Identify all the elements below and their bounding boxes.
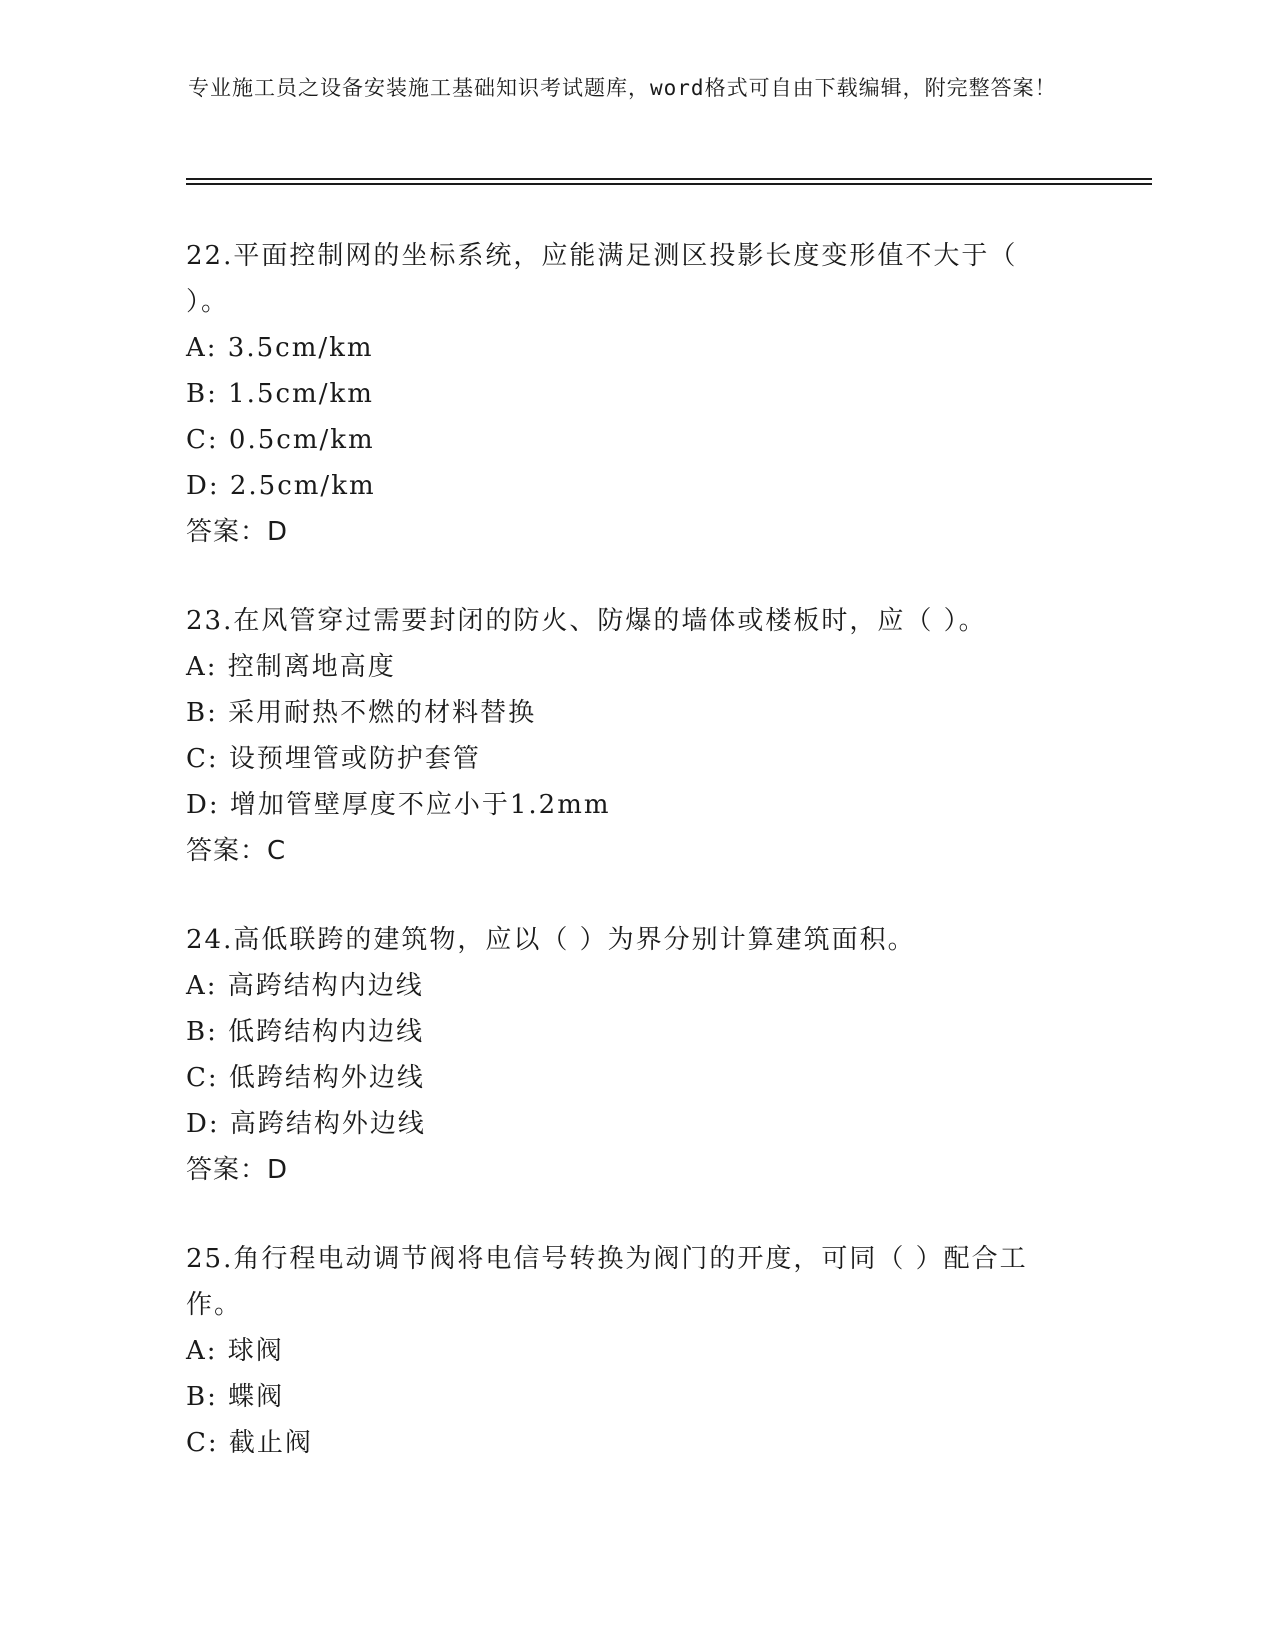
option-c: C: 0.5cm/km [186,425,375,455]
question-stem: 22.平面控制网的坐标系统，应能满足测区投影长度变形值不大于（ ）。 [186,241,1018,317]
option-b: B: 1.5cm/km [186,379,374,409]
answer-line: 答案：D [186,1155,289,1185]
option-c: C: 截止阀 [186,1428,313,1458]
option-c: C: 设预埋管或防护套管 [186,744,481,774]
option-d: D: 2.5cm/km [186,471,376,501]
answer-line: 答案：D [186,517,289,547]
answer-line: 答案：C [186,836,287,866]
option-a: A: 3.5cm/km [186,333,374,363]
question-23 [186,598,1066,874]
option-a: A: 高跨结构内边线 [186,971,424,1001]
option-a: A: 球阀 [186,1336,284,1366]
option-d: D: 增加管壁厚度不应小于1.2mm [186,790,611,820]
question-24 [186,917,1066,1193]
option-b: B: 低跨结构内边线 [186,1017,425,1047]
document-header: 专业施工员之设备安装施工基础知识考试题库，word格式可自由下载编辑，附完整答案！ [188,76,1057,100]
header-divider-top [186,178,1152,180]
question-25 [186,1236,1066,1466]
header-divider-bottom [186,183,1152,185]
option-a: A: 控制离地高度 [186,652,396,682]
question-stem: 25.角行程电动调节阀将电信号转换为阀门的开度，可同（ ）配合工作。 [186,1244,1028,1320]
option-b: B: 采用耐热不燃的材料替换 [186,698,537,728]
question-stem: 23.在风管穿过需要封闭的防火、防爆的墙体或楼板时，应（ ）。 [186,606,987,636]
option-c: C: 低跨结构外边线 [186,1063,425,1093]
question-22 [186,233,1066,555]
question-stem: 24.高低联跨的建筑物，应以（ ）为界分别计算建筑面积。 [186,925,916,955]
option-d: D: 高跨结构外边线 [186,1109,426,1139]
option-b: B: 蝶阀 [186,1382,285,1412]
